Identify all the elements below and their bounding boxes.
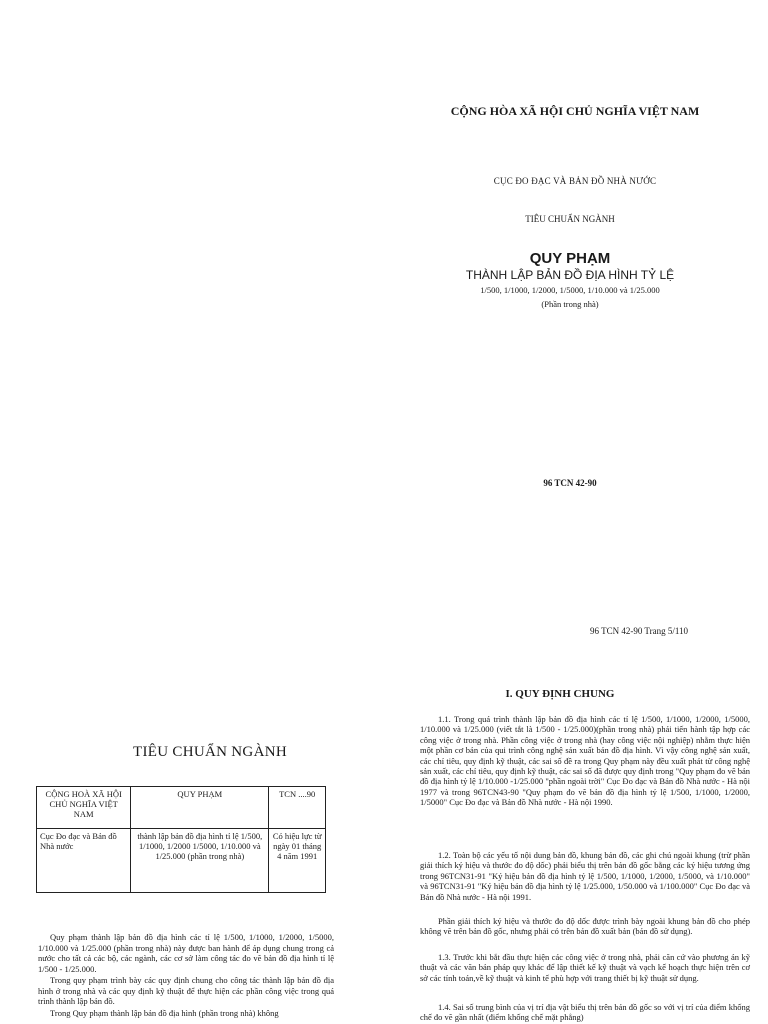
- document-subtitle: THÀNH LẬP BẢN ĐỒ ĐỊA HÌNH TỶ LỆ: [465, 268, 675, 282]
- table-cell-scope: thành lập bản đồ địa hình tỉ lệ 1/500, 1/1000, 1/2000 1/5000, 1/10.000 và 1/25.000 (phần trong nhà): [131, 829, 269, 893]
- document-title: QUY PHẠM: [529, 250, 611, 267]
- table-cell-regulation: QUY PHẠM: [131, 787, 269, 829]
- standard-label: TIÊU CHUẨN NGÀNH: [525, 214, 615, 224]
- paragraph-1-4: 1.4. Sai số trung bình của vị trí địa vật biểu thị trên bản đồ gốc so với vị trí của điểm khống chế đo vẽ gần nhất (điểm khống chế mặt phẳng): [420, 1002, 750, 1023]
- document-part: (Phần trong nhà): [541, 299, 599, 309]
- left-paragraph-2: Trong quy phạm trình bày các quy định chung cho công tác thành lập bản đồ địa hình ở trong nhà và các quy định kỹ thuật để thực hiện các phần công việc trong quá trình thành lập bản đồ.: [38, 975, 334, 1006]
- table-cell-republic: CỘNG HOÀ XÃ HỘI CHỦ NGHĨA VIỆT NAM: [37, 787, 131, 829]
- document-code: 96 TCN 42-90: [543, 478, 597, 488]
- paragraph-1-2: 1.2. Toàn bộ các yếu tố nội dung bản đồ, khung bản đồ, các ghi chú ngoài khung (trừ phần giải thích ký hiệu và thước đo độ dốc) phải biểu thị trên bản đồ gốc bằng các ký hiệu tương ứng trong 96TCN31-91 "Ký hiệu bản đồ địa hình tỷ lệ 1/500, 1/1000, 1/2000, 1/5000, và 1/10.000" và 96TCN31-91 "Ký hiệu bản đồ địa hình tỷ lệ 1/25.000, 1/50.000 và 1/100.000" Cục Đo đạc và Bản đồ Nhà nước - Hà nội 1991.: [420, 850, 750, 902]
- left-paragraph-1: Quy phạm thành lập bản đồ địa hình các tỉ lệ 1/500, 1/1000, 1/2000, 1/5000, 1/10.000 và 1/25.000 (phần trong nhà) này được ban hành để áp dụng chung trong cả nước cho tất cả các bộ, các ngành, các cơ sở làm công tác đo vẽ bản đồ địa hình tỉ lệ 1/500 - 1/25.000.: [38, 932, 334, 974]
- republic-header: CỘNG HÒA XÃ HỘI CHỦ NGHĨA VIỆT NAM: [450, 104, 700, 118]
- paragraph-1-3: 1.3. Trước khi bắt đầu thực hiện các công việc ở trong nhà, phải căn cứ vào phương án kỹ thuật và các văn bản pháp quy khác để lập thiết kế kỹ thuật và vạch kế hoạch thực hiện trên cơ sở các tính toán,về kỹ thuật và kinh tế phù hợp với trang thiết bị kỹ thuật sử dụng.: [420, 952, 750, 983]
- section-title: I. QUY ĐỊNH CHUNG: [505, 688, 615, 700]
- table-cell-agency: Cục Đo đạc và Bản đồ Nhà nước: [37, 829, 131, 893]
- paragraph-1-2-note: Phần giải thích ký hiệu và thước đo độ dốc được trình bày ngoài khung bản đồ cho phép không vẽ trên bản đồ gốc, nhưng phải có trên bản đồ xuất bản (bản đồ sử dụng).: [420, 916, 750, 937]
- table-cell-code: TCN ....90: [269, 787, 326, 829]
- paragraph-1-1: 1.1. Trong quá trình thành lập bản đồ địa hình các tỉ lệ 1/500, 1/1000, 1/2000, 1/5000, 1/10.000 và 1/25.000 (viết tắt là 1/500 - 1/25.000)(phần trong nhà) phải tiến hành tập hợp các công việc ở trong nhà. Phần công việc ở trong nhà (hay công việc nội nghiệp) nhằm thực hiện một phần cơ bản của qui trình công nghệ sản xuất bản đồ địa hình. Vì vậy công nghệ sản xuất, các chỉ tiêu, quy định kỹ thuật, các sai số đề ra trong Quy phạm này đều xuất phát từ công nghệ sản xuất, các chỉ tiêu, quy định kỹ thuật, các sai số đã được quy định trong "Quy phạm đo vẽ bản đồ địa hình tỷ lệ 1/10.000 -1/25.000 "phần ngoài trời" Cục Đo đạc và Bản đồ Nhà nước - Hà nội 1977 và trong 96TCN43-90 "Quy phạm đo vẽ bản đồ địa hình tỷ lệ 1/500, 1/1000, 1/2000, 1/5000" Cục Đo đạc và Bản đồ Nhà nước - Hà nội 1990.: [420, 714, 750, 808]
- document-scales: 1/500, 1/1000, 1/2000, 1/5000, 1/10.000 và 1/25.000: [480, 285, 660, 295]
- table-cell-effective: Có hiệu lực từ ngày 01 tháng 4 năm 1991: [269, 829, 326, 893]
- left-standard-heading: TIÊU CHUẨN NGÀNH: [133, 744, 287, 760]
- page-reference: 96 TCN 42-90 Trang 5/110: [590, 626, 689, 636]
- left-paragraph-3: Trong Quy phạm thành lập bản đồ địa hình (phần trong nhà) không: [50, 1008, 279, 1018]
- agency-name: CỤC ĐO ĐẠC VÀ BẢN ĐỒ NHÀ NƯỚC: [493, 176, 657, 186]
- header-table: [36, 786, 326, 893]
